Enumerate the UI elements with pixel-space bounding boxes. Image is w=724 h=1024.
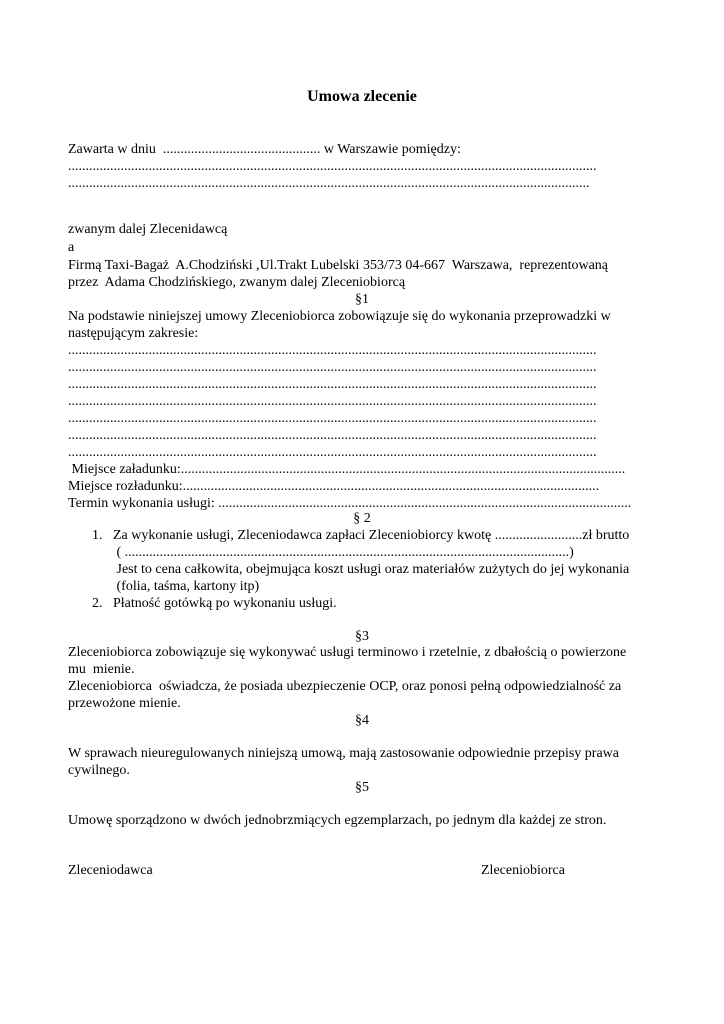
dotted-fill-line: ....................................................................................................................................................... — [68, 394, 597, 409]
contractor-clause: Firmą Taxi-Bagaż A.Chodziński ,Ul.Trakt Lubelski 353/73 04-667 Warszawa, reprezentowaną — [68, 258, 609, 273]
dotted-fill-line: ....................................................................................................................................................... — [68, 411, 597, 426]
section-text: cywilnego. — [68, 763, 130, 778]
unloading-place-line: Miejsce rozładunku:....................................................................................................................... — [68, 479, 600, 494]
dotted-fill-line: ....................................................................................................................................................... — [68, 343, 597, 358]
section-heading: §5 — [355, 780, 369, 795]
section-heading: §3 — [355, 629, 369, 644]
section-heading: § 2 — [353, 511, 371, 526]
and-word: a — [68, 240, 75, 255]
list-item-payment: ( ...............................................................................................................................) — [92, 545, 574, 560]
list-item-payment: Jest to cena całkowita, obejmująca koszt usługi oraz materiałów zużytych do jej wykonania — [92, 562, 630, 577]
contractor-clause: przez Adama Chodzińskiego, zwanym dalej Zleceniobiorcą — [68, 275, 406, 290]
intro-date-line: Zawarta w dniu ............................................. w Warszawie pomiędzy: — [68, 142, 461, 157]
client-clause: zwanym dalej Zlecenidawcą — [68, 222, 228, 237]
loading-place-line: Miejsce załadunku:............................................................................................................................... — [68, 462, 626, 477]
dotted-fill-line: ....................................................................................................................................................... — [68, 428, 597, 443]
dotted-fill-line: ....................................................................................................................................................... — [68, 445, 597, 460]
signature-label-client: Zleceniodawca — [68, 863, 153, 878]
signature-label-contractor: Zleceniobiorca — [481, 863, 565, 878]
section-text: następującym zakresie: — [68, 326, 199, 341]
dotted-fill-line: ....................................................................................................................................................... — [68, 377, 597, 392]
section-heading: §4 — [355, 713, 369, 728]
list-item-payment: (folia, taśma, kartony itp) — [92, 579, 260, 594]
section-text: przewożone mienie. — [68, 696, 181, 711]
service-term-line: Termin wykonania usługi: ...................................................................................................................... — [68, 496, 632, 511]
list-item-cash: 2. Płatność gotówką po wykonaniu usługi. — [92, 596, 337, 611]
list-item-payment: 1. Za wykonanie usługi, Zleceniodawca zapłaci Zleceniobiorcy kwotę .........................zł brutto — [92, 528, 630, 543]
section-text: Na podstawie niniejszej umowy Zleceniobiorca zobowiązuje się do wykonania przeprowadzki w — [68, 309, 611, 324]
dotted-fill-line: ....................................................................................................................................................... — [68, 360, 597, 375]
section-text: mu mienie. — [68, 662, 135, 677]
section-text: Zleceniobiorca oświadcza, że posiada ubezpieczenie OCP, oraz ponosi pełną odpowiedzialność za — [68, 679, 622, 694]
intro-dots-line: ..................................................................................................................................................... — [68, 176, 590, 191]
section-text: W sprawach nieuregulowanych niniejszą umową, mają zastosowanie odpowiednie przepisy prawa — [68, 746, 619, 761]
section-heading: §1 — [355, 292, 369, 307]
intro-dots-line: ....................................................................................................................................................... — [68, 159, 597, 174]
section-text: Zleceniobiorca zobowiązuje się wykonywać usługi terminowo i rzetelnie, z dbałością o powierzone — [68, 645, 627, 660]
document-title: Umowa zlecenie — [307, 88, 417, 105]
section-text: Umowę sporządzono w dwóch jednobrzmiących egzemplarzach, po jednym dla każdej ze stron. — [68, 813, 607, 828]
